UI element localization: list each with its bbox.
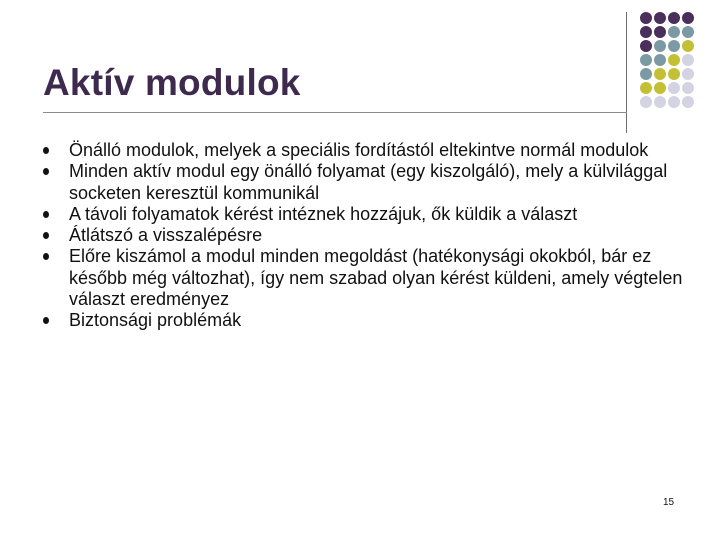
slide-title: Aktív modulok bbox=[43, 62, 301, 103]
bullet-text: A távoli folyamatok kérést intéznek hozzájuk, ők küldik a választ bbox=[69, 203, 578, 224]
decorative-dot bbox=[640, 68, 652, 80]
bullet-item bbox=[43, 310, 683, 331]
decorative-dot bbox=[654, 12, 666, 24]
bullet-item bbox=[43, 204, 683, 225]
bullet-dot-icon bbox=[43, 211, 49, 218]
decorative-dot bbox=[668, 12, 680, 24]
decorative-dot bbox=[668, 40, 680, 52]
decorative-dot bbox=[668, 54, 680, 66]
bullet-item bbox=[43, 161, 683, 204]
decorative-dot bbox=[654, 54, 666, 66]
decorative-dot bbox=[654, 96, 666, 108]
bullet-dot-icon bbox=[43, 253, 49, 260]
bullet-text: Biztonsági problémák bbox=[69, 310, 242, 331]
vertical-rule bbox=[626, 12, 627, 133]
bullet-dot-icon bbox=[43, 147, 49, 154]
bullet-dot-icon bbox=[43, 232, 49, 239]
decorative-dot bbox=[682, 12, 694, 24]
bullet-text: Minden aktív modul egy önálló folyamat (egy kiszolgáló), mely a külvilággal socketen keresztül kommunikál bbox=[69, 161, 668, 203]
bullet-dot-icon bbox=[43, 317, 49, 324]
bullet-text: Önálló modulok, melyek a speciális fordítástól eltekintve normál modulok bbox=[69, 140, 649, 160]
slide-number: 15 bbox=[663, 497, 675, 508]
decorative-dot bbox=[654, 82, 666, 94]
decorative-dot bbox=[668, 96, 680, 108]
decorative-dot bbox=[640, 26, 652, 38]
decorative-dot bbox=[640, 40, 652, 52]
decorative-dot bbox=[640, 82, 652, 94]
title-underline bbox=[43, 112, 627, 113]
bullet-item bbox=[43, 225, 683, 246]
bullet-text: Előre kiszámol a modul minden megoldást (hatékonysági okokból, bár ez később még változhat), így nem szabad olyan kérést küldeni, amely végtelen választ eredményez bbox=[69, 246, 683, 310]
decorative-dot bbox=[668, 26, 680, 38]
decorative-dot bbox=[640, 96, 652, 108]
decorative-dot bbox=[668, 68, 680, 80]
decorative-dot bbox=[682, 54, 694, 66]
decorative-dot bbox=[682, 26, 694, 38]
decorative-dot bbox=[682, 82, 694, 94]
decorative-dot bbox=[682, 68, 694, 80]
bullet-list bbox=[43, 140, 683, 332]
bullet-dot-icon bbox=[43, 168, 49, 175]
decorative-dot bbox=[654, 68, 666, 80]
decorative-dot bbox=[654, 40, 666, 52]
bullet-item bbox=[43, 246, 683, 310]
decorative-dot bbox=[668, 82, 680, 94]
bullet-item bbox=[43, 140, 683, 161]
bullet-text: Átlátszó a visszalépésre bbox=[69, 225, 263, 246]
decorative-dot bbox=[682, 96, 694, 108]
decorative-dot bbox=[640, 12, 652, 24]
decorative-dot bbox=[654, 26, 666, 38]
decorative-dot bbox=[682, 40, 694, 52]
decorative-dot bbox=[640, 54, 652, 66]
